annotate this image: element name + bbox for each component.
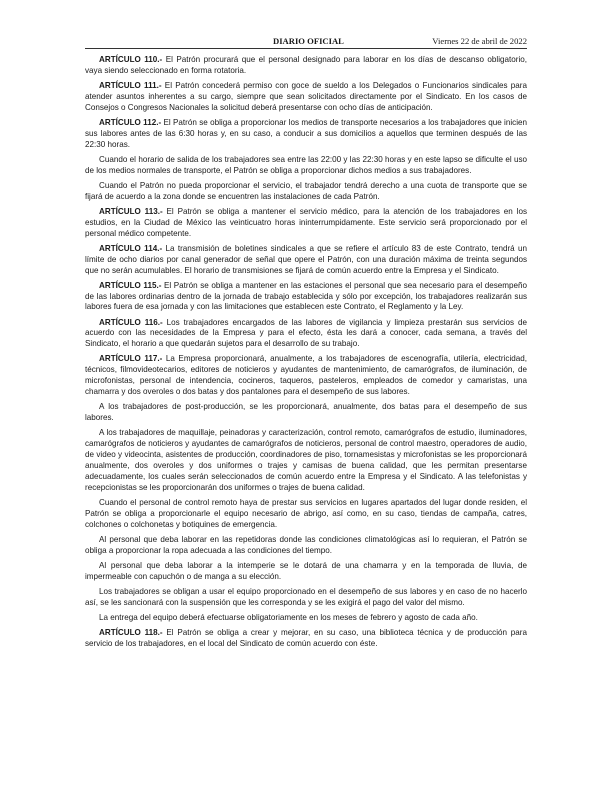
paragraph [85,535,527,557]
paragraph [85,155,527,177]
paragraph [85,81,527,114]
page-header [85,36,527,49]
publication-date: Viernes 22 de abril de 2022 [432,36,527,46]
paragraph-text: El Patrón concederá permiso con goce de sueldo a los Delegados o Funcionarios sindicales para atender asuntos inherentes a su cargo, siempre que sean solicitados directamente por el Sindicato. En los casos de Consejos o Congresos Nacionales la solicitud deberá presentarse con ocho días de anticipación. [85,81,528,112]
paragraph-text: Cuando el horario de salida de los trabajadores sea entre las 22:00 y las 22:30 horas y en este lapso se dificulte el uso de los medios normales de transporte, el Patrón se obliga a proporcionar dichos medios a sus trabajadores. [85,154,527,175]
article-number: ARTÍCULO 116.- [99,317,163,327]
paragraph-text: El Patrón procurará que el personal designado para laborar en los días de descanso obligatorio, vaya siendo seleccionado en forma rotatoria. [85,55,528,75]
paragraph-text: Cuando el Patrón no pueda proporcionar el servicio, el trabajador tendrá derecho a una cuota de transporte que se fijará de acuerdo a la zona donde se encuentren las instalaciones de cada Patrón. [85,180,527,201]
article-number: ARTÍCULO 112.- [99,117,162,127]
article-number: ARTÍCULO 111.- [99,81,162,90]
paragraph [85,428,527,493]
article-number: ARTÍCULO 115.- [99,280,162,290]
paragraph-text: A los trabajadores de post-producción, se les proporcionará, anualmente, dos batas para el desempeño de sus labores. [85,402,527,423]
paragraph [85,118,527,151]
paragraph-text: El Patrón se obliga a mantener el servicio médico, para la atención de los trabajadores en los estudios, en la Ciudad de México las veinticuatro horas ininterrumpidamente. Este servicio será proporcionado por el personal médico competente. [85,206,527,238]
article-number: ARTÍCULO 113.- [99,206,163,216]
paragraph-text: Los trabajadores encargados de las labores de vigilancia y limpieza prestarán sus servicios de acuerdo con las necesidades de la Empresa y para el efecto, ésta les dará a conocer, cada semana, a través del Sindicato, el horario a que quedarán sujetos para el desarrollo de su trabajo. [85,317,528,349]
paragraph [85,281,527,314]
paragraph-text: A los trabajadores de maquillaje, peinadoras y caracterización, control remoto, camarógrafos de estudio, iluminadores, camarógrafos de noticieros y ayudantes de camarógrafos de noticieros, personal de control maestro, operadores de audio, de video y videocinta, asistentes de producción, coordinadores de piso, tornamesistas y microfonistas se les proporcionará anualmente, dos overoles y dos uniformes o trajes y camisas de buena calidad, que les permitan presentarse adecuadamente, los cuales serán seleccionados de común acuerdo entre la Empresa y el Sindicato. A las telefonistas y recepcionistas se les proporcionarán dos uniformes o trajes de buena calidad. [85,428,527,492]
article-number: ARTÍCULO 117.- [99,354,163,364]
paragraph-text: La transmisión de boletines sindicales a que se refiere el artículo 83 de este Contrato, tendrá un límite de ocho diarios por canal generador de señal que opere el Patrón, con una duración máxima de treinta segundos que no serán acumulables. El horario de transmisiones se fijará de común acuerdo entre la Empresa y el Sindicato. [85,243,527,275]
paragraph-text: El Patrón se obliga a proporcionar los medios de transporte necesarios a los trabajadores que inicien sus labores antes de las 6:30 horas y, en su caso, a conducir a sus domicilios a aquellos que terminen después de las 22:30 horas. [85,117,527,149]
paragraph [85,318,527,351]
article-number: ARTÍCULO 118.- [99,627,163,637]
publication-name: DIARIO OFICIAL [273,36,344,46]
paragraph [85,181,527,203]
article-number: ARTÍCULO 110.- [99,55,163,64]
paragraph [85,244,527,277]
paragraph-text: Al personal que deba laborar en las repetidoras donde las condiciones climatológicas así lo requieran, el Patrón se obliga a proporcionar la ropa adecuada a las condiciones del tiempo. [85,534,527,555]
paragraph-text: Cuando el personal de control remoto haya de prestar sus servicios en lugares apartados del lugar donde residen, el Patrón se obliga a proporcionarle el equipo necesario de abrigo, así como, en su caso, tiendas de campaña, catres, colchones o colchonetas y botiquines de emergencia. [85,497,527,529]
paragraph-text: El Patrón se obliga a mantener en las estaciones el personal que sea necesario para el desempeño de las labores ordinarias dentro de la jornada de trabajo establecida y sólo por excepción, los trabajadores realizarán sus labores fuera de esa jornada y con las limitaciones que establecen este Contrato, el Reglamento y la Ley. [85,280,528,312]
paragraph-text: La Empresa proporcionará, anualmente, a los trabajadores de escenografía, utilería, electricidad, técnicos, filmovideotecarios, editores de noticieros y ayudantes de mantenimiento, de camarógrafos, de iluminación, de microfonistas, personal de intendencia, cocineros, taqueros, pasteleros, empleados de comedor y camaristas, una chamarra y dos overoles o dos batas y dos pantalones para el desempeño de sus labores. [85,354,528,397]
paragraph-text: La entrega del equipo deberá efectuarse obligatoriamente en los meses de febrero y agosto de cada año. [99,612,478,622]
paragraph [85,354,527,398]
document-page [85,36,527,654]
paragraph-text: Los trabajadores se obligan a usar el equipo proporcionado en el desempeño de sus labores y en caso de no hacerlo así, se les sancionará con la suspensión que les corresponda y se les exigirá el pago del valor del mismo. [85,586,527,607]
paragraph [85,207,527,240]
paragraph [85,498,527,531]
paragraph [85,628,527,650]
paragraph [85,613,527,624]
article-number: ARTÍCULO 114.- [99,243,163,253]
paragraph [85,587,527,609]
paragraph-text: El Patrón se obliga a crear y mejorar, en su caso, una biblioteca técnica y de producción para servicio de los trabajadores, en el local del Sindicato de común acuerdo con éste. [85,627,528,648]
paragraph [85,561,527,583]
document-body [85,55,527,650]
paragraph [85,402,527,424]
paragraph [85,55,527,77]
paragraph-text: Al personal que deba laborar a la intemperie se le dotará de una chamarra y en la temporada de lluvia, de impermeable con capuchón o de manga a su elección. [85,560,527,581]
